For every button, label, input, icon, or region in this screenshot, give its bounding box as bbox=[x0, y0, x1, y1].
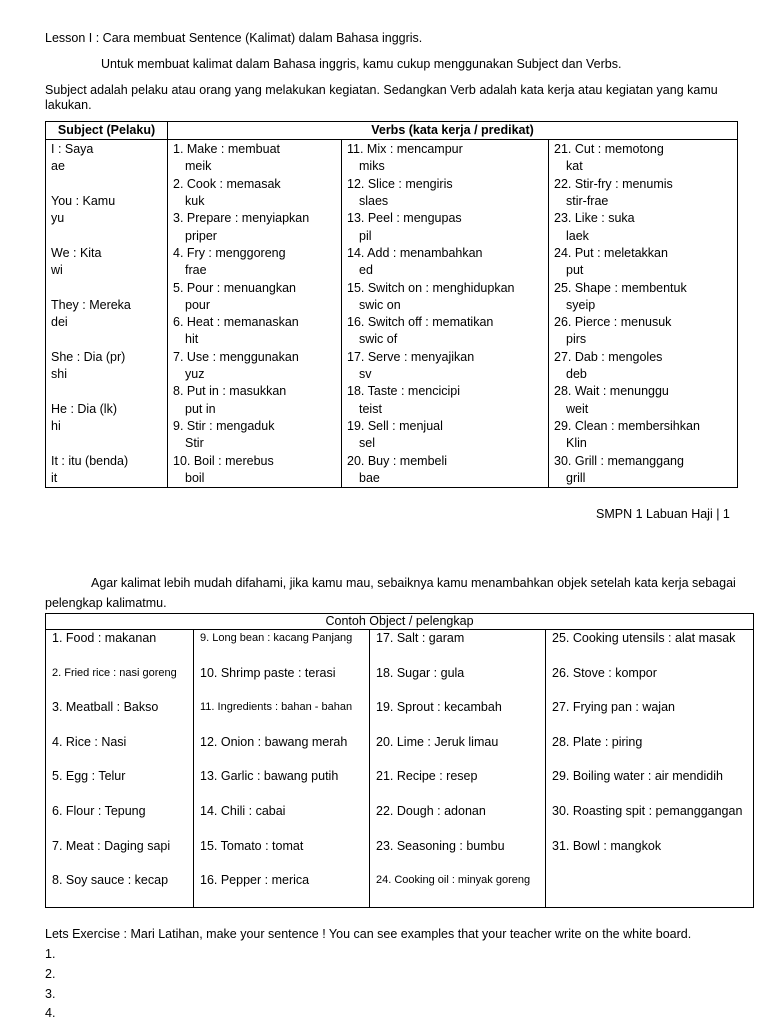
object-item: 13. Garlic : bawang putih bbox=[200, 769, 339, 784]
object-item: 28. Plate : piring bbox=[552, 734, 643, 749]
subject-item: It : itu (benda) it bbox=[51, 453, 129, 485]
verb-item: 2. Cook : memasak kuk bbox=[173, 176, 281, 208]
verb-item: 14. Add : menambahkan ed bbox=[347, 245, 483, 278]
verbs-table bbox=[45, 121, 738, 488]
exercise-number: 2. bbox=[45, 967, 56, 981]
lesson-title: Lesson I : Cara membuat Sentence (Kalimat) dalam Bahasa inggris. bbox=[45, 31, 423, 45]
page-footer: SMPN 1 Labuan Haji | 1 bbox=[596, 507, 730, 521]
subject-header: Subject (Pelaku) bbox=[46, 122, 168, 140]
object-column-4 bbox=[546, 630, 754, 908]
verb-item: 4. Fry : menggoreng frae bbox=[173, 245, 286, 278]
subject-item: He : Dia (lk) hi bbox=[51, 401, 117, 433]
verb-item: 9. Stir : mengaduk Stir bbox=[173, 418, 275, 451]
exercise-number: 3. bbox=[45, 987, 56, 1001]
verb-item: 15. Switch on : menghidupkan swic on bbox=[347, 280, 515, 312]
object-item: 30. Roasting spit : pemanggangan bbox=[552, 803, 743, 818]
object-table bbox=[45, 613, 754, 908]
object-item: 29. Boiling water : air mendidih bbox=[552, 769, 723, 784]
verb-item: 11. Mix : mencampur miks bbox=[347, 142, 463, 174]
object-item: 4. Rice : Nasi bbox=[52, 734, 127, 749]
subject-column bbox=[46, 140, 168, 488]
subject-item: They : Mereka dei bbox=[51, 297, 131, 330]
object-item: 22. Dough : adonan bbox=[376, 803, 486, 818]
object-table-header: Contoh Object / pelengkap bbox=[46, 614, 754, 630]
object-item: 19. Sprout : kecambah bbox=[376, 700, 502, 715]
verb-item: 19. Sell : menjual sel bbox=[347, 418, 443, 451]
verb-item: 27. Dab : mengoles deb bbox=[554, 349, 663, 381]
object-item: 24. Cooking oil : minyak goreng bbox=[376, 874, 531, 887]
object-item: 9. Long bean : kacang Panjang bbox=[200, 632, 353, 644]
verb-item: 1. Make : membuat meik bbox=[173, 142, 280, 174]
verb-item: 18. Taste : mencicipi teist bbox=[347, 384, 461, 416]
object-item: 31. Bowl : mangkok bbox=[552, 838, 662, 853]
verb-item: 24. Put : meletakkan put bbox=[554, 245, 668, 278]
subject-item: I : Saya ae bbox=[51, 142, 94, 174]
object-item: 18. Sugar : gula bbox=[376, 665, 465, 680]
object-item: 23. Seasoning : bumbu bbox=[376, 838, 505, 853]
object-column-3 bbox=[370, 630, 546, 908]
verb-item: 23. Like : suka laek bbox=[554, 211, 635, 243]
object-item: 20. Lime : Jeruk limau bbox=[376, 734, 499, 749]
object-item: 16. Pepper : merica bbox=[200, 873, 310, 888]
verb-item: 29. Clean : membersihkan Klin bbox=[554, 418, 700, 451]
object-item: 5. Egg : Telur bbox=[52, 769, 126, 784]
exercise-number: 4. bbox=[45, 1006, 56, 1020]
verb-item: 22. Stir-fry : menumis stir-frae bbox=[554, 176, 673, 208]
verb-item: 16. Switch off : mematikan swic of bbox=[347, 315, 494, 347]
object-intro: Agar kalimat lebih mudah difahami, jika kamu mau, sebaiknya kamu menambahkan objek setelah kata kerja sebagai pelengkap kalimatmu. bbox=[45, 576, 736, 610]
verb-item: 13. Peel : mengupas pil bbox=[347, 211, 462, 243]
object-item: 21. Recipe : resep bbox=[376, 769, 478, 784]
verb-item: 8. Put in : masukkan put in bbox=[173, 384, 287, 416]
exercise-text: Lets Exercise : Mari Latihan, make your sentence ! You can see examples that your teacher write on the white board. bbox=[45, 927, 692, 941]
verb-item: 5. Pour : menuangkan pour bbox=[173, 280, 296, 312]
object-item: 25. Cooking utensils : alat masak bbox=[552, 631, 736, 645]
object-column-1 bbox=[46, 630, 194, 908]
verb-item: 17. Serve : menyajikan sv bbox=[347, 349, 475, 381]
object-item: 10. Shrimp paste : terasi bbox=[200, 665, 336, 680]
verbs-column-1 bbox=[168, 140, 342, 488]
object-item: 27. Frying pan : wajan bbox=[552, 700, 675, 715]
verbs-column-3 bbox=[549, 140, 738, 488]
verbs-column-2 bbox=[342, 140, 549, 488]
object-column-2 bbox=[194, 630, 370, 908]
subject-item: She : Dia (pr) shi bbox=[51, 349, 126, 381]
object-item: 7. Meat : Daging sapi bbox=[52, 838, 171, 853]
verb-item: 6. Heat : memanaskan hit bbox=[173, 315, 299, 347]
verb-item: 26. Pierce : menusuk pirs bbox=[554, 315, 672, 347]
verb-item: 30. Grill : memanggang grill bbox=[554, 453, 684, 485]
object-item: 1. Food : makanan bbox=[52, 631, 157, 645]
definition-text: Subject adalah pelaku atau orang yang melakukan kegiatan. Sedangkan Verb adalah kata kerja atau kegiatan yang kamu lakukan. bbox=[45, 83, 718, 112]
verb-item: 12. Slice : mengiris slaes bbox=[347, 176, 453, 208]
object-item: 2. Fried rice : nasi goreng bbox=[52, 666, 177, 679]
verb-item: 7. Use : menggunakan yuz bbox=[173, 349, 299, 381]
object-item: 6. Flour : Tepung bbox=[52, 803, 146, 818]
intro-text: Untuk membuat kalimat dalam Bahasa inggris, kamu cukup menggunakan Subject dan Verbs. bbox=[101, 57, 622, 71]
verb-item: 3. Prepare : menyiapkan priper bbox=[173, 211, 310, 243]
subject-item: You : Kamu yu bbox=[51, 194, 116, 226]
object-item: 8. Soy sauce : kecap bbox=[52, 873, 169, 888]
verb-item: 28. Wait : menunggu weit bbox=[554, 384, 669, 416]
subject-item: We : Kita wi bbox=[51, 245, 102, 278]
object-item: 17. Salt : garam bbox=[376, 631, 465, 645]
object-item: 11. Ingredients : bahan - bahan bbox=[200, 701, 353, 714]
object-item: 26. Stove : kompor bbox=[552, 665, 657, 680]
verb-item: 20. Buy : membeli bae bbox=[347, 453, 448, 485]
object-item: 12. Onion : bawang merah bbox=[200, 734, 348, 749]
object-item: 15. Tomato : tomat bbox=[200, 838, 304, 853]
object-item: 3. Meatball : Bakso bbox=[52, 700, 159, 715]
exercise-number: 1. bbox=[45, 947, 56, 961]
object-item bbox=[552, 872, 747, 907]
object-item: 14. Chili : cabai bbox=[200, 803, 286, 818]
verb-item: 25. Shape : membentuk syeip bbox=[554, 280, 687, 312]
verb-item: 10. Boil : merebus boil bbox=[173, 453, 274, 485]
verb-item: 21. Cut : memotong kat bbox=[554, 142, 664, 174]
verbs-header: Verbs (kata kerja / predikat) bbox=[168, 122, 738, 140]
